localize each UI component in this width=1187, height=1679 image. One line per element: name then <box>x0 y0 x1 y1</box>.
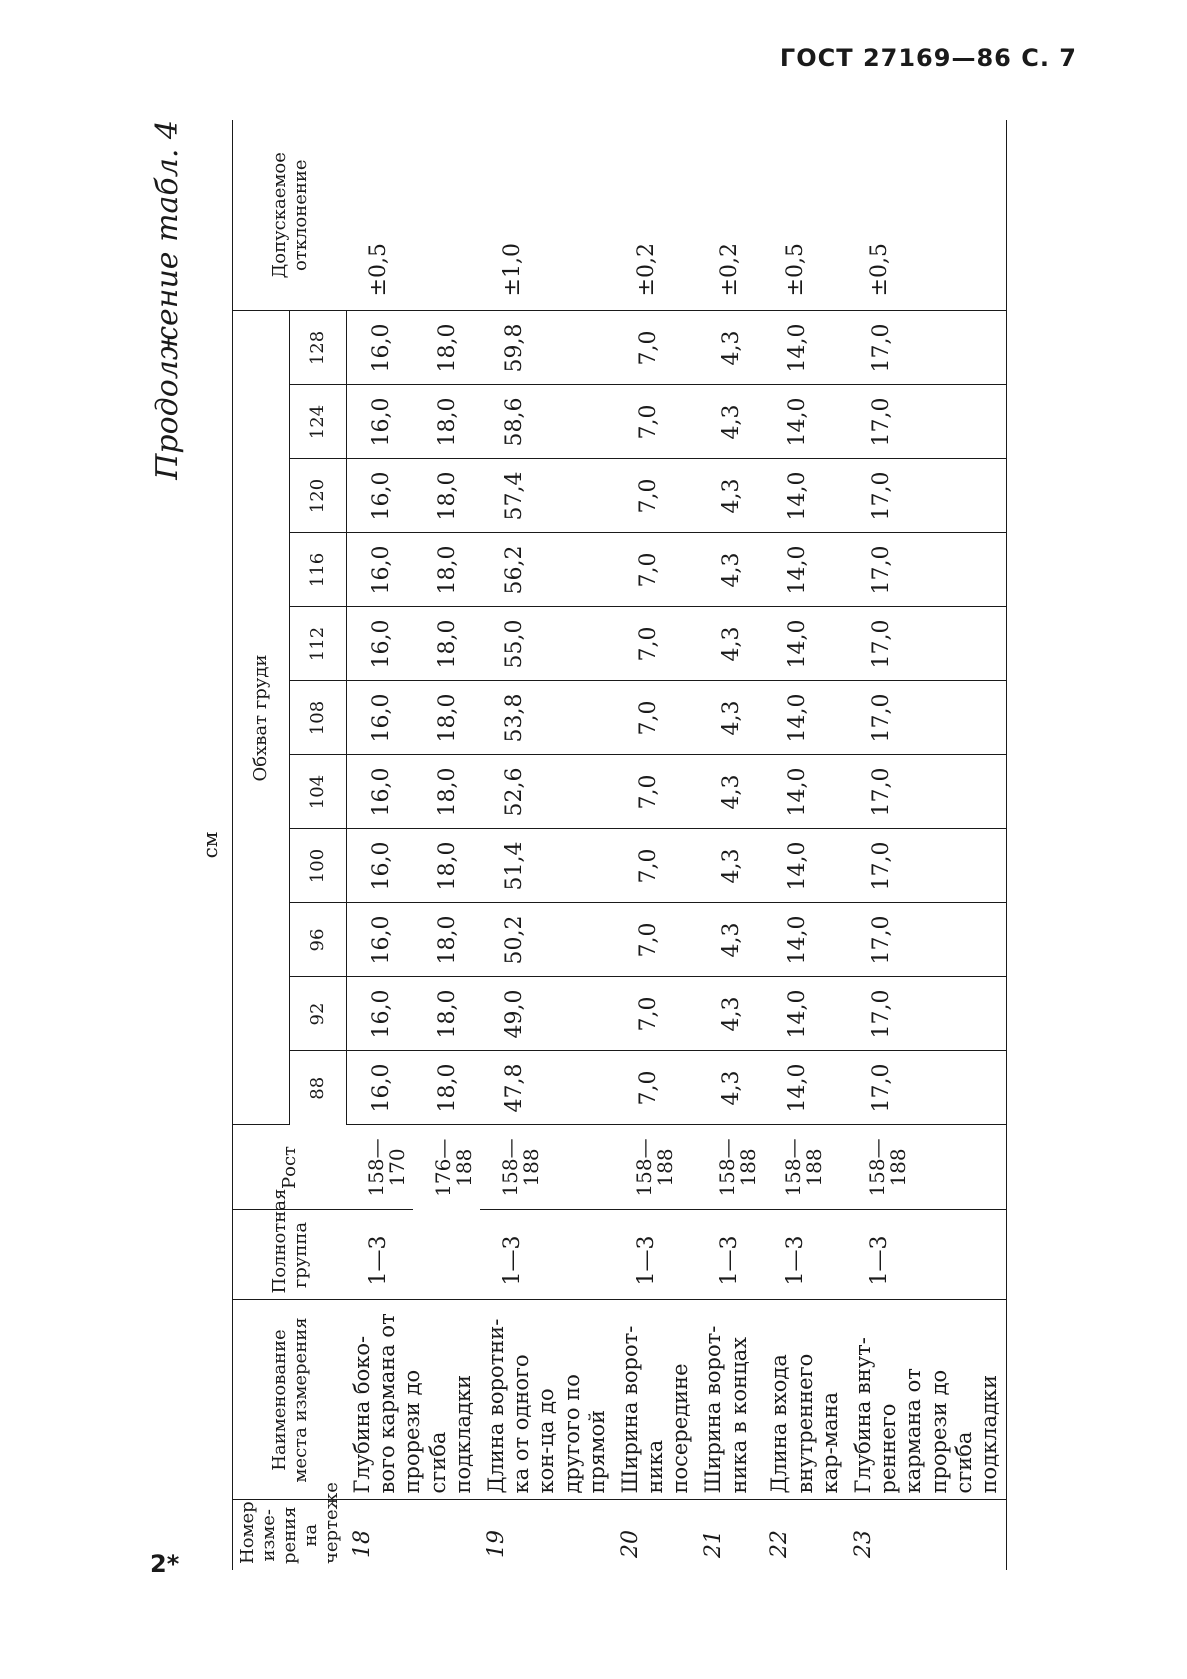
header-size-96: 96 <box>289 903 346 977</box>
group-value: 1—3 <box>763 1210 847 1300</box>
size-value: 56,2 <box>480 533 614 607</box>
size-value: 18,0 <box>413 977 480 1051</box>
measurement-name: Длина входа внутреннего кар-мана <box>763 1300 847 1500</box>
tolerance-value: ±0,5 <box>346 120 480 311</box>
size-value: 58,6 <box>480 385 614 459</box>
tolerance-value: ±0,5 <box>763 120 847 311</box>
size-value: 17,0 <box>847 311 1007 385</box>
size-value: 4,3 <box>697 459 763 533</box>
measurement-name: Глубина боко-вого кармана от прорези до сгиба подкладки <box>346 1300 480 1500</box>
size-value: 14,0 <box>763 829 847 903</box>
size-value: 4,3 <box>697 1051 763 1125</box>
size-value: 4,3 <box>697 311 763 385</box>
size-value: 18,0 <box>413 755 480 829</box>
size-value: 17,0 <box>847 1051 1007 1125</box>
rost-value: 158—188 <box>480 1125 614 1210</box>
header-size-104: 104 <box>289 755 346 829</box>
table-row <box>763 120 847 1570</box>
rotated-table-block <box>150 120 1110 1570</box>
table-unit: см <box>198 831 222 859</box>
rost-value: 176—188 <box>430 1138 476 1197</box>
size-value: 4,3 <box>697 829 763 903</box>
size-value: 18,0 <box>413 311 480 385</box>
size-value: 7,0 <box>614 533 698 607</box>
rost-value: 158—188 <box>847 1125 1007 1210</box>
tolerance-value: ±0,5 <box>847 120 1007 311</box>
tolerance-value: ±0,2 <box>697 120 763 311</box>
page-footer-mark: 2* <box>150 1550 180 1578</box>
rost-value: 158—188 <box>697 1125 763 1210</box>
header-num: Номер изме-рения на чертеже <box>233 1500 347 1570</box>
table-row <box>614 120 698 1570</box>
tolerance-value: ±1,0 <box>480 120 614 311</box>
size-value: 17,0 <box>847 903 1007 977</box>
row-number: 23 <box>847 1500 1007 1570</box>
size-value: 16,0 <box>346 385 413 459</box>
size-value: 4,3 <box>697 681 763 755</box>
size-value: 7,0 <box>614 607 698 681</box>
row-number: 19 <box>483 1530 509 1558</box>
size-value: 18,0 <box>413 829 480 903</box>
size-value: 16,0 <box>346 1051 413 1125</box>
size-value: 7,0 <box>614 1051 698 1125</box>
header-chest: Обхват груди <box>233 311 290 1125</box>
measurement-name: Длина воротни-ка от одного кон-ца до другого по прямой <box>480 1300 614 1500</box>
group-value: 1—3 <box>346 1210 480 1300</box>
rost-value: 158—170 <box>346 1125 413 1210</box>
header-size-128: 128 <box>289 311 346 385</box>
size-value: 16,0 <box>346 459 413 533</box>
header-rost: Рост <box>233 1125 347 1210</box>
table-row <box>697 120 763 1570</box>
size-value: 16,0 <box>346 681 413 755</box>
size-value: 53,8 <box>480 681 614 755</box>
header-tolerance: Допускаемое отклонение <box>233 120 347 311</box>
measurement-name: Глубина внут-реннего кармана от прорези до сгиба подкладки <box>847 1300 1007 1500</box>
size-value: 17,0 <box>847 681 1007 755</box>
size-value: 4,3 <box>697 977 763 1051</box>
size-value: 14,0 <box>763 459 847 533</box>
measurement-name: Ширина ворот-ника посередине <box>614 1300 698 1500</box>
header-size-100: 100 <box>289 829 346 903</box>
row-number: 20 <box>617 1530 643 1558</box>
size-value: 17,0 <box>847 755 1007 829</box>
size-value: 7,0 <box>614 459 698 533</box>
table-row <box>346 120 413 1570</box>
header-size-92: 92 <box>289 977 346 1051</box>
size-value: 4,3 <box>697 385 763 459</box>
size-value: 59,8 <box>480 311 614 385</box>
size-value: 16,0 <box>346 829 413 903</box>
group-value: 1—3 <box>480 1210 614 1300</box>
size-value: 55,0 <box>480 607 614 681</box>
size-value: 17,0 <box>847 607 1007 681</box>
size-value: 18,0 <box>413 533 480 607</box>
size-value: 18,0 <box>413 903 480 977</box>
size-value: 14,0 <box>763 755 847 829</box>
size-value: 4,3 <box>697 755 763 829</box>
group-value: 1—3 <box>697 1210 763 1300</box>
size-value: 17,0 <box>847 977 1007 1051</box>
size-value: 14,0 <box>763 903 847 977</box>
header-row-top <box>233 120 290 1570</box>
header-size-88: 88 <box>289 1051 346 1125</box>
table-row <box>847 120 1007 1570</box>
size-value: 16,0 <box>346 903 413 977</box>
size-value: 17,0 <box>847 829 1007 903</box>
size-value: 14,0 <box>763 311 847 385</box>
size-value: 49,0 <box>480 977 614 1051</box>
row-number: 22 <box>767 1530 793 1558</box>
table-caption: Продолжение табл. 4 <box>150 120 185 480</box>
group-value: 1—3 <box>614 1210 698 1300</box>
size-value: 16,0 <box>346 977 413 1051</box>
size-value: 7,0 <box>614 755 698 829</box>
size-value: 57,4 <box>480 459 614 533</box>
size-value: 7,0 <box>614 385 698 459</box>
size-value: 50,2 <box>480 903 614 977</box>
size-value: 17,0 <box>847 459 1007 533</box>
size-value: 18,0 <box>413 459 480 533</box>
size-value: 47,8 <box>480 1051 614 1125</box>
size-value: 18,0 <box>413 681 480 755</box>
header-size-124: 124 <box>289 385 346 459</box>
row-number: 21 <box>701 1530 727 1558</box>
size-value: 7,0 <box>614 681 698 755</box>
size-value: 17,0 <box>847 385 1007 459</box>
size-value: 14,0 <box>763 607 847 681</box>
size-value: 16,0 <box>346 607 413 681</box>
row-number: 18 <box>350 1530 375 1558</box>
size-value: 18,0 <box>413 385 480 459</box>
table-body <box>346 120 1007 1570</box>
size-value: 18,0 <box>413 1051 480 1125</box>
size-value: 18,0 <box>413 607 480 681</box>
page-header: ГОСТ 27169—86 С. 7 <box>779 44 1077 72</box>
size-value: 4,3 <box>697 903 763 977</box>
size-value: 16,0 <box>346 311 413 385</box>
tolerance-value: ±0,2 <box>614 120 698 311</box>
size-value: 7,0 <box>614 829 698 903</box>
size-value: 14,0 <box>763 1051 847 1125</box>
header-name: Наименование места измерения <box>233 1300 347 1500</box>
size-value: 14,0 <box>763 385 847 459</box>
size-value: 16,0 <box>346 533 413 607</box>
header-size-108: 108 <box>289 681 346 755</box>
rost-value: 158—188 <box>614 1125 698 1210</box>
group-value: 1—3 <box>847 1210 1007 1300</box>
size-value: 16,0 <box>346 755 413 829</box>
header-group: Полнотная группа <box>233 1210 347 1300</box>
size-value: 14,0 <box>763 681 847 755</box>
measurement-name: Ширина ворот-ника в концах <box>697 1300 763 1500</box>
header-size-112: 112 <box>289 607 346 681</box>
size-value: 7,0 <box>614 977 698 1051</box>
size-value: 51,4 <box>480 829 614 903</box>
size-value: 14,0 <box>763 533 847 607</box>
header-size-120: 120 <box>289 459 346 533</box>
size-value: 7,0 <box>614 311 698 385</box>
measurements-table <box>232 120 1007 1570</box>
size-value: 4,3 <box>697 533 763 607</box>
size-value: 17,0 <box>847 533 1007 607</box>
header-size-116: 116 <box>289 533 346 607</box>
size-value: 4,3 <box>697 607 763 681</box>
size-value: 14,0 <box>763 977 847 1051</box>
size-value: 52,6 <box>480 755 614 829</box>
table-row <box>480 120 614 1570</box>
size-value: 7,0 <box>614 903 698 977</box>
rost-value: 158—188 <box>763 1125 847 1210</box>
